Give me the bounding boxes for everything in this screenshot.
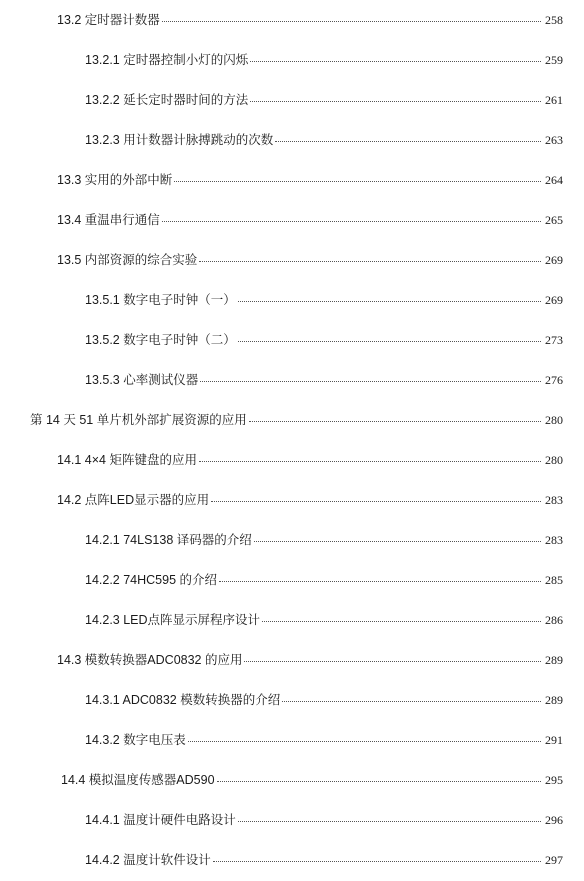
toc-entry-title: 14.3 模数转换器ADC0832 的应用 xyxy=(57,653,243,667)
toc-entry[interactable] xyxy=(0,251,563,269)
toc-page-number: 280 xyxy=(545,453,563,467)
toc-entry-title: 13.2 定时器计数器 xyxy=(57,13,160,27)
toc-entry[interactable] xyxy=(0,571,563,589)
toc-entry[interactable] xyxy=(0,211,563,229)
toc-entry[interactable] xyxy=(0,771,563,789)
toc-leader-dots xyxy=(238,300,541,302)
toc-leader-dots xyxy=(188,740,541,742)
toc-entry-title: 14.3.1 ADC0832 模数转换器的介绍 xyxy=(85,693,281,707)
toc-leader-dots xyxy=(275,140,541,142)
toc-leader-dots xyxy=(199,260,541,262)
toc-entry-title: 14.2.3 LED点阵显示屏程序设计 xyxy=(85,613,261,627)
toc-page-number: 286 xyxy=(545,613,563,627)
toc-entry[interactable] xyxy=(0,531,563,549)
toc-entry[interactable] xyxy=(0,691,563,709)
toc-entry[interactable] xyxy=(0,451,563,469)
toc-entry-title: 13.2.3 用计数器计脉搏跳动的次数 xyxy=(85,133,274,147)
toc-entry-title: 14.4.2 温度计软件设计 xyxy=(85,853,211,867)
toc-leader-dots xyxy=(219,580,541,582)
toc-page-number: 283 xyxy=(545,493,563,507)
toc-entry-title: 13.5.3 心率测试仪器 xyxy=(85,373,199,387)
toc-entry[interactable] xyxy=(0,291,563,309)
toc-page-number: 261 xyxy=(545,93,563,107)
toc-entry[interactable] xyxy=(0,331,563,349)
toc-entry[interactable] xyxy=(0,171,563,189)
toc-entry-title: 13.5.1 数字电子时钟（一） xyxy=(85,293,236,307)
toc-page-number: 289 xyxy=(545,653,563,667)
toc-entry[interactable] xyxy=(0,51,563,69)
toc-page-number: 296 xyxy=(545,813,563,827)
toc-entry-title: 13.5.2 数字电子时钟（二） xyxy=(85,333,236,347)
toc-entry-title: 14.4.1 温度计硬件电路设计 xyxy=(85,813,236,827)
toc-page-number: 297 xyxy=(545,853,563,867)
toc-leader-dots xyxy=(250,100,541,102)
toc-entry-title: 13.4 重温串行通信 xyxy=(57,213,160,227)
toc-page-number: 265 xyxy=(545,213,563,227)
toc-page-number: 264 xyxy=(545,173,563,187)
toc-page-number: 285 xyxy=(545,573,563,587)
toc-page-number: 280 xyxy=(545,413,563,427)
toc-entry[interactable] xyxy=(0,11,563,29)
toc-leader-dots xyxy=(254,540,541,542)
toc-leader-dots xyxy=(174,180,541,182)
toc-leader-dots xyxy=(200,380,541,382)
toc-leader-dots xyxy=(249,420,541,422)
toc-entry-title: 14.3.2 数字电压表 xyxy=(85,733,186,747)
toc-entry-title: 14.4 模拟温度传感器AD590 xyxy=(61,773,215,787)
toc-entry-title: 13.2.1 定时器控制小灯的闪烁 xyxy=(85,53,249,67)
toc-entry-chapter[interactable] xyxy=(0,411,563,429)
toc-page-number: 269 xyxy=(545,253,563,267)
toc-leader-dots xyxy=(282,700,541,702)
toc-leader-dots xyxy=(238,820,541,822)
toc-entry[interactable] xyxy=(0,611,563,629)
toc-entry-title: 13.2.2 延长定时器时间的方法 xyxy=(85,93,249,107)
toc-leader-dots xyxy=(162,220,541,222)
toc-page-number: 259 xyxy=(545,53,563,67)
toc-leader-dots xyxy=(244,660,541,662)
toc-entry[interactable] xyxy=(0,491,563,509)
toc-entry[interactable] xyxy=(0,851,563,869)
toc-page-number: 273 xyxy=(545,333,563,347)
toc-page-number: 263 xyxy=(545,133,563,147)
toc-page-number: 289 xyxy=(545,693,563,707)
toc-leader-dots xyxy=(199,460,541,462)
toc-entry[interactable] xyxy=(0,811,563,829)
toc-leader-dots xyxy=(238,340,541,342)
toc-entry[interactable] xyxy=(0,131,563,149)
toc-page-number: 295 xyxy=(545,773,563,787)
toc-entry-title: 14.2 点阵LED显示器的应用 xyxy=(57,493,210,507)
toc-entry[interactable] xyxy=(0,731,563,749)
toc-entry[interactable] xyxy=(0,91,563,109)
toc-page-number: 276 xyxy=(545,373,563,387)
toc-entry-title: 第 14 天 51 单片机外部扩展资源的应用 xyxy=(30,413,247,427)
toc-leader-dots xyxy=(217,780,541,782)
toc-leader-dots xyxy=(250,60,541,62)
toc-entry[interactable] xyxy=(0,651,563,669)
toc-leader-dots xyxy=(211,500,541,502)
toc-leader-dots xyxy=(213,860,541,862)
toc-page-number: 291 xyxy=(545,733,563,747)
toc-entry-title: 13.5 内部资源的综合实验 xyxy=(57,253,198,267)
toc-leader-dots xyxy=(262,620,541,622)
toc-page-number: 269 xyxy=(545,293,563,307)
toc-leader-dots xyxy=(162,20,541,22)
toc-page-number: 283 xyxy=(545,533,563,547)
toc-entry[interactable] xyxy=(0,371,563,389)
toc-entry-title: 13.3 实用的外部中断 xyxy=(57,173,173,187)
toc-page-number: 258 xyxy=(545,13,563,27)
toc-entry-title: 14.2.1 74LS138 译码器的介绍 xyxy=(85,533,252,547)
toc-entry-title: 14.1 4×4 矩阵键盘的应用 xyxy=(57,453,197,467)
toc-entry-title: 14.2.2 74HC595 的介绍 xyxy=(85,573,218,587)
